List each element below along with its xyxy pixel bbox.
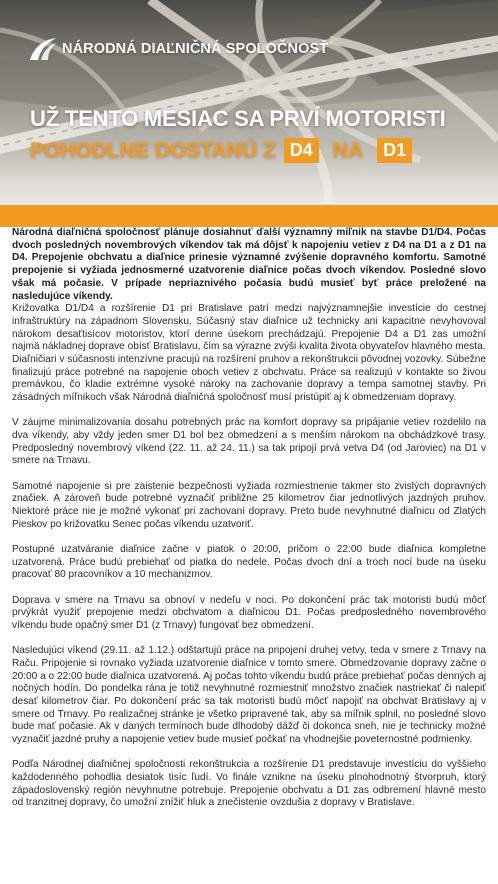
paragraph-1: Križovatka D1/D4 a rozšírenie D1 pri Bratislave patrí medzi najvýznamnejšie investície do cestnej infraštruktúry na západnom Slovensku. Súčasný stav diaľnice už technicky ani kapacitne nevyhovoval nárokom desaťtisícov motoristov, ktorí denne úsekom prechádzajú. Prepojenie D4 a D1 zas umožní najmä nákladnej doprave obísť Bratislavu, čím sa výrazne zvýši kvalita života obyvateľov hlavného mesta. bbox=[12, 303, 486, 353]
highway-logo-icon bbox=[28, 36, 58, 62]
company-logo bbox=[28, 36, 328, 62]
headline-line-2 bbox=[30, 138, 490, 163]
badge-d1: D1 bbox=[377, 138, 412, 163]
headline-connector: NA bbox=[332, 138, 364, 162]
paragraph-3: V záujme minimalizovania dosahu potrebných prác na komfort dopravy sa pripájanie vetiev rozdelilo na dva víkendy, aby vždy jeden smer D1 bol bez obmedzení a s menším nárokom na obchádzkové trasy. Predposledný novembrový víkend (22. 11. až 24. 11.) sa tak pripojí prvá vetva D4 (od Jaroviec) na D1 v smere na Trnavu. bbox=[12, 417, 486, 467]
paragraph-4: Samotné napojenie si pre zaistenie bezpečnosti vyžiada rozmiestnenie takmer sto zvislých dopravných značiek. A zároveň bude potrebné vyznačiť približne 25 kilometrov čiar jednotlivých jazdných pruhov. Niektoré práce nie je možné vykonať pri zachovaní dopravy. Preto bude nevyhnutné diaľnicu od Zlatých Pieskov po križovatku Senec počas víkendu uzatvoriť. bbox=[12, 480, 486, 530]
paragraph-6: Doprava v smere na Trnavu sa obnoví v nedeľu v noci. Po dokončení prác tak motoristi budú môcť prvýkrát využiť prepojenie medzi obchvatom a diaľnicou D1. Počas predposledného novembrového víkendu bude opačný smer D1 (z Trnavy) fungovať bez obmedzení. bbox=[12, 594, 486, 631]
headline bbox=[30, 106, 490, 163]
hero-banner bbox=[0, 0, 498, 205]
headline-line-1: UŽ TENTO MESIAC SA PRVÍ MOTORISTI bbox=[30, 106, 446, 131]
badge-d4: D4 bbox=[284, 138, 319, 163]
logo-text: NÁRODNÁ DIAĽNIČNÁ SPOLOČNOSŤ bbox=[62, 41, 329, 57]
article-body bbox=[0, 227, 498, 810]
aerial-interchange-photo bbox=[0, 0, 498, 205]
orange-divider-bar bbox=[0, 205, 498, 227]
headline-prefix: POHODLNE DOSTANÚ Z bbox=[30, 138, 276, 162]
paragraph-2: Diaľničiari v súčasnosti intenzívne pracujú na rozšírení pruhov a rekonštrukcii pôvodnej vozovky. Súbežne finalizujú práce potrebné na napojenie oboch vetiev z obchvatu. Práce sa realizujú v kontakte so živou premávkou, čo kladie extrémne vysoké nároky na zachovanie dopravy a tempa samotnej stavby. Pri zásadných míľnikoch však Národná diaľničná spoločnosť musí pristúpiť aj k obmedzeniam dopravy. bbox=[12, 354, 486, 404]
paragraph-8: Podľa Národnej diaľničnej spoločnosti rekonštrukcia a rozšírenie D1 predstavuje investíciu do vyššieho každodenného pohodlia desiatok tisíc ľudí. Vo finále vznikne na úseku plnohodnotný štvorpruh, ktorý západoslovenský región nevyhnutne potrebuje. Prepojenie obchvatu a D1 zas odbremení hlavné mesto od tranzitnej dopravy, čo umožní znížiť hluk a znečistenie ovzdušia z dopravy v Bratislave. bbox=[12, 759, 486, 809]
paragraph-7: Nasledujúci víkend (29.11. až 1.12.) odštartujú práce na pripojení druhej vetvy, teda v smere z Trnavy na Raču. Pripojenie si rovnako vyžiada uzatvorenie diaľnice v tomto smere. Obmedzovanie dopravy začne o 20:00 a o 22:00 bude diaľnica uzatvorená. Aj počas tohto víkendu budú práce prebiehať počas denných aj nočných hodín. Do pondelka rána je totiž nevyhnutné rozmiestniť množstvo značiek nastriekať či nalepiť desať kilometrov čiar. Po dokončení prác sa tak motoristi budú môcť napojiť na obchvat Bratislavy aj v smere od Trnavy. Po realizačnej stránke je všetko pripravené tak, aby sa míľnik splnil, no posledné slovo bude mať počasie. Ak v daných termínoch bude dlhodobý dážď či dokonca sneh, nie je technicky možné vyznačiť jazdné pruhy a napojenie vetiev bude musieť počkať na vhodnejšie poveternostné podmienky. bbox=[12, 645, 486, 746]
lead-paragraph: Národná diaľničná spoločnosť plánuje dosiahnuť ďalší významný míľnik na stavbe D1/D4. Počas dvoch posledných novembrových víkendov tak má dôjsť k napojeniu vetiev z D4 na D1 a z D1 na D4. Prepojenie obchvatu a diaľnice prinesie významné zvýšenie dopravného komfortu. Samotné prepojenie si vyžiada jednosmerné uzatvorenie diaľnice počas dvoch víkendov. Posledné slovo však má počasie. V prípade nepriaznivého počasia budú musieť byť práce preložené na nasledujúce víkendy. bbox=[12, 227, 486, 302]
paragraph-5: Postupné uzatváranie diaľnice začne v piatok o 20:00, pričom o 22:00 bude diaľnica kompletne uzatvorená. Práce budú prebiehať od piatka do nedele. Počas dvoch dní a troch nocí bude na úseku pracovať 80 pracovníkov a 10 mechanizmov. bbox=[12, 543, 486, 581]
